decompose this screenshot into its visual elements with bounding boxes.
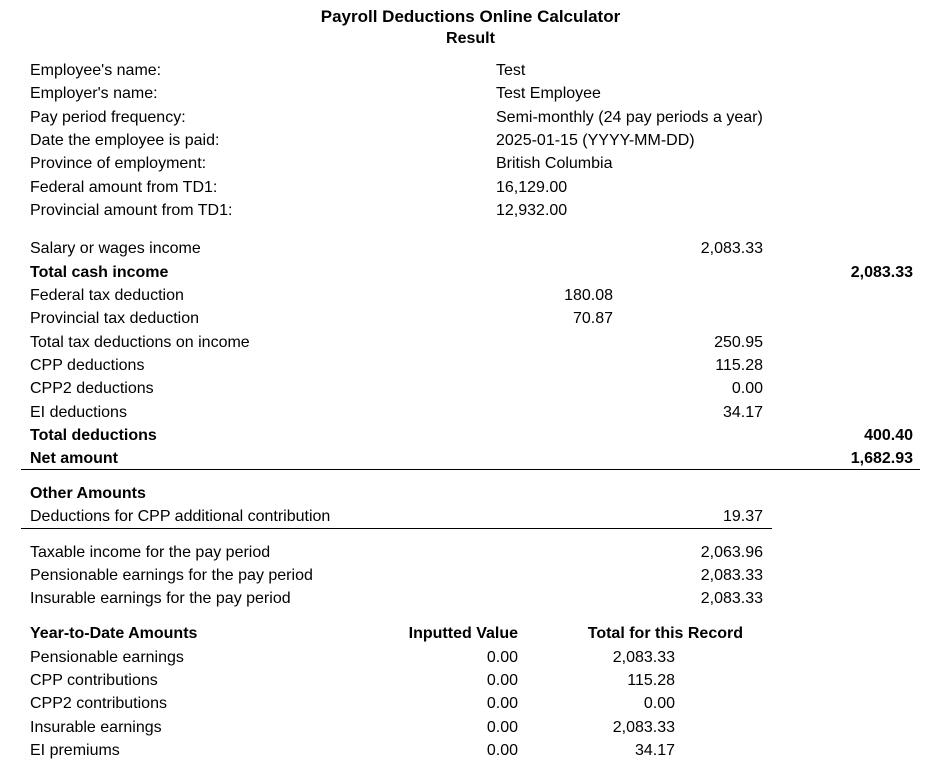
- ytd-row-total: 2,083.33: [612, 719, 675, 736]
- insurable-earnings-label: Insurable earnings for the pay period: [30, 590, 291, 607]
- ei-deductions-value: 34.17: [722, 404, 763, 421]
- ytd-row-label: EI premiums: [30, 742, 120, 759]
- net-amount-label: Net amount: [30, 450, 118, 467]
- ytd-row-inputted: 0.00: [486, 719, 518, 736]
- provincial-td1-value: 12,932.00: [496, 202, 568, 219]
- ytd-row-inputted: 0.00: [486, 649, 518, 666]
- ytd-row-inputted: 0.00: [486, 742, 518, 759]
- ytd-row-total: 34.17: [634, 742, 675, 759]
- ytd-row-label: CPP contributions: [30, 672, 158, 689]
- salary-value: 2,083.33: [700, 240, 763, 257]
- federal-tax-label: Federal tax deduction: [30, 287, 184, 304]
- cpp-additional-value: 19.37: [722, 508, 763, 525]
- insurable-earnings-value: 2,083.33: [700, 590, 763, 607]
- total-cash-value: 2,083.33: [850, 264, 913, 281]
- provincial-td1-label: Provincial amount from TD1:: [30, 202, 233, 219]
- ytd-row-label: Insurable earnings: [30, 719, 162, 736]
- cpp-deductions-label: CPP deductions: [30, 357, 145, 374]
- ytd-row-total: 115.28: [627, 672, 675, 689]
- cpp-additional-label: Deductions for CPP additional contribution: [30, 508, 331, 525]
- employee-name-value: Test: [496, 62, 526, 79]
- employee-name-label: Employee's name:: [30, 62, 162, 79]
- cpp2-deductions-label: CPP2 deductions: [30, 380, 154, 397]
- ytd-row-inputted: 0.00: [486, 695, 518, 712]
- federal-td1-label: Federal amount from TD1:: [30, 179, 218, 196]
- provincial-tax-label: Provincial tax deduction: [30, 310, 199, 327]
- ytd-col-total: Total for this Record: [587, 625, 743, 642]
- cpp-deductions-value: 115.28: [715, 357, 763, 374]
- date-paid-label: Date the employee is paid:: [30, 132, 220, 149]
- provincial-tax-value: 70.87: [572, 310, 613, 327]
- employer-name-label: Employer's name:: [30, 85, 158, 102]
- federal-tax-value: 180.08: [564, 287, 613, 304]
- ei-deductions-label: EI deductions: [30, 404, 127, 421]
- net-amount-value: 1,682.93: [850, 450, 913, 467]
- ytd-col-inputted: Inputted Value: [408, 625, 518, 642]
- salary-label: Salary or wages income: [30, 240, 201, 257]
- total-deductions-label: Total deductions: [30, 427, 157, 444]
- total-tax-label: Total tax deductions on income: [30, 334, 250, 351]
- total-cash-label: Total cash income: [30, 264, 169, 281]
- taxable-income-label: Taxable income for the pay period: [30, 544, 271, 561]
- cpp2-deductions-value: 0.00: [731, 380, 763, 397]
- other-amounts-heading: Other Amounts: [30, 485, 146, 502]
- ytd-row-label: CPP2 contributions: [30, 695, 167, 712]
- ytd-row-inputted: 0.00: [486, 672, 518, 689]
- pay-frequency-label: Pay period frequency:: [30, 109, 186, 126]
- divider: [21, 528, 772, 529]
- total-tax-value: 250.95: [714, 334, 763, 351]
- ytd-row-label: Pensionable earnings: [30, 649, 184, 666]
- page-subtitle: Result: [446, 30, 495, 47]
- ytd-row-total: 0.00: [643, 695, 675, 712]
- taxable-income-value: 2,063.96: [700, 544, 763, 561]
- date-paid-value: 2025-01-15 (YYYY-MM-DD): [496, 132, 695, 149]
- page-title: Payroll Deductions Online Calculator: [320, 7, 621, 26]
- pensionable-earnings-label: Pensionable earnings for the pay period: [30, 567, 313, 584]
- federal-td1-value: 16,129.00: [496, 179, 568, 196]
- province-label: Province of employment:: [30, 155, 207, 172]
- total-deductions-value: 400.40: [864, 427, 913, 444]
- ytd-heading: Year-to-Date Amounts: [30, 625, 198, 642]
- pensionable-earnings-value: 2,083.33: [700, 567, 763, 584]
- ytd-row-total: 2,083.33: [612, 649, 675, 666]
- employer-name-value: Test Employee: [496, 85, 601, 102]
- pay-frequency-value: Semi-monthly (24 pay periods a year): [496, 109, 763, 126]
- divider: [21, 469, 920, 470]
- province-value: British Columbia: [496, 155, 613, 172]
